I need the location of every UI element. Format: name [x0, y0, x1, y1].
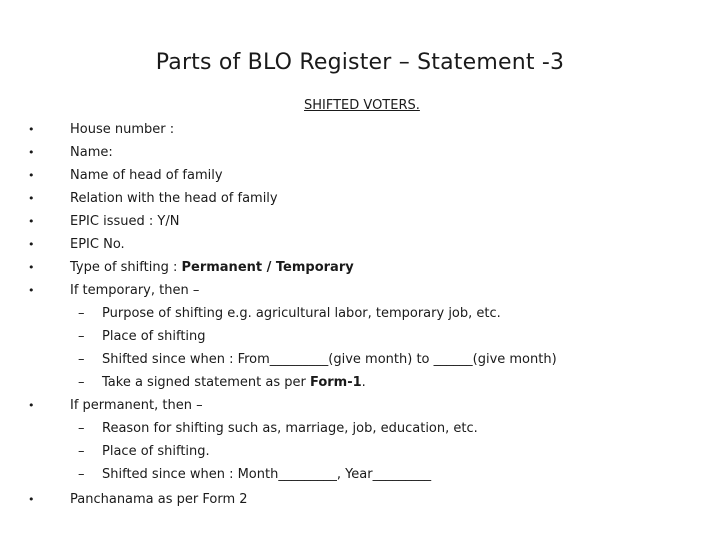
list-item-text: Name of head of family	[70, 168, 223, 183]
list-item-text: House number :	[70, 122, 175, 137]
sub-item-text: Place of shifting.	[102, 444, 210, 459]
list-item-text: Relation with the head of family	[70, 191, 278, 206]
bullet-icon: •	[28, 169, 35, 182]
slide-title: Parts of BLO Register – Statement -3	[155, 50, 565, 75]
list-item-text	[70, 256, 354, 279]
bullet-icon: •	[28, 399, 35, 412]
bullet-icon: •	[28, 261, 35, 274]
dash-icon: –	[78, 467, 85, 482]
list-item-text: EPIC No.	[70, 237, 125, 252]
list-item-text: Name:	[70, 145, 113, 160]
bullet-icon: •	[28, 215, 35, 228]
bullet-icon: •	[28, 192, 35, 205]
list-item-text: If temporary, then –	[70, 283, 200, 298]
dash-icon: –	[78, 421, 85, 436]
slide-subtitle: SHIFTED VOTERS.	[304, 98, 420, 113]
dash-icon: –	[78, 306, 85, 321]
bullet-icon: •	[28, 123, 35, 136]
sub-item-text: Purpose of shifting e.g. agricultural labor, temporary job, etc.	[102, 306, 501, 321]
sub-item-text: Reason for shifting such as, marriage, job, education, etc.	[102, 421, 478, 436]
sub-item-text: Shifted since when : Month_________, Year_________	[102, 467, 432, 482]
bullet-icon: •	[28, 238, 35, 251]
bullet-icon: •	[28, 493, 35, 506]
text-prefix: Type of shifting :	[70, 260, 182, 275]
bullet-icon: •	[28, 146, 35, 159]
dash-icon: –	[78, 352, 85, 367]
sub-item-text: Shifted since when : From_________(give month) to ______(give month)	[102, 352, 557, 367]
text-prefix: Take a signed statement as per	[102, 375, 310, 390]
bullet-icon: •	[28, 284, 35, 297]
list-item-text: EPIC issued : Y/N	[70, 214, 180, 229]
sub-item-text: Place of shifting	[102, 329, 206, 344]
list-item-text: Panchanama as per Form 2	[70, 492, 248, 507]
text-bold: Form-1	[309, 375, 362, 390]
dash-icon: –	[78, 375, 85, 390]
list-item-text: If permanent, then –	[70, 398, 203, 413]
text-suffix: .	[361, 375, 366, 390]
sub-item-text	[102, 371, 366, 394]
text-bold: Permanent / Temporary	[181, 260, 354, 275]
dash-icon: –	[78, 329, 85, 344]
dash-icon: –	[78, 444, 85, 459]
